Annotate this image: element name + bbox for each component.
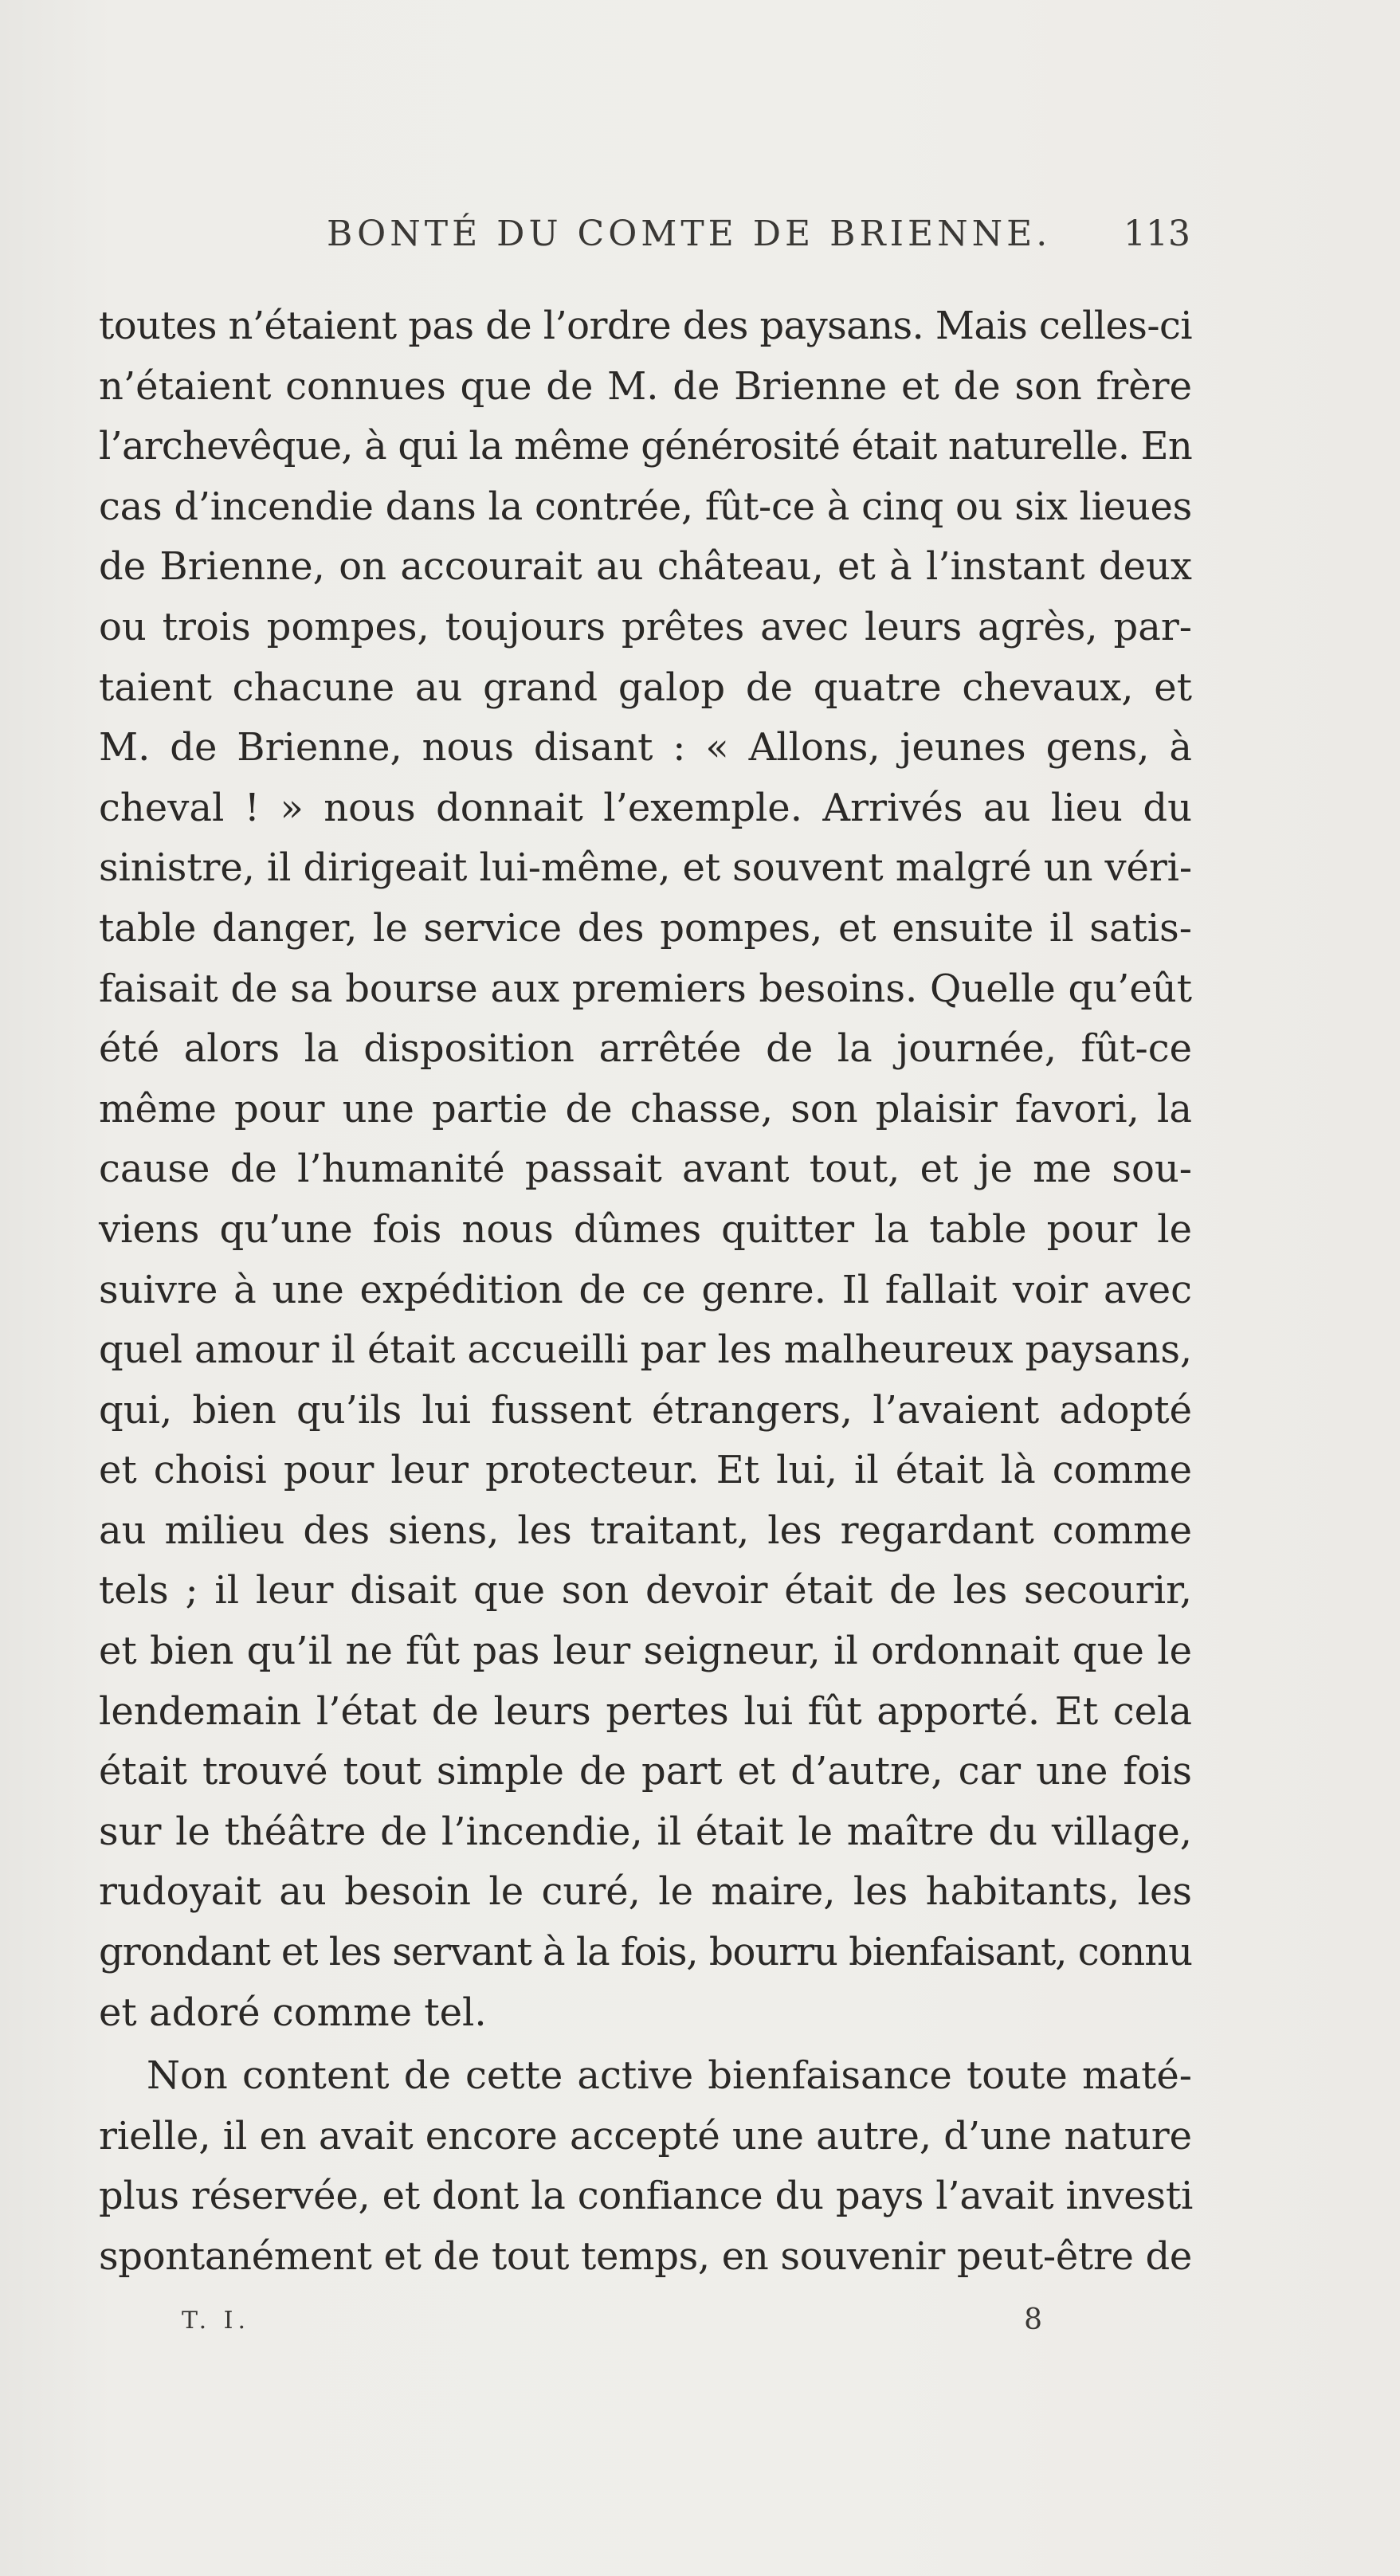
text-line: grondant et les servant à la fois, bourru bienfaisant, connu bbox=[99, 1930, 1193, 1975]
text-line: quel amour il était accueilli par les malheureux paysans, bbox=[99, 1327, 1192, 1373]
text-line: au milieu des siens, les traitant, les regardant comme bbox=[99, 1508, 1192, 1553]
text-line: M. de Brienne, nous disant : « Allons, jeunes gens, à bbox=[99, 725, 1192, 770]
text-line: suivre à une expédition de ce genre. Il fallait voir avec bbox=[99, 1267, 1192, 1312]
text-line: de Brienne, on accourait au château, et à l’instant deux bbox=[99, 544, 1192, 590]
running-head: BONTÉ DU COMTE DE BRIENNE. bbox=[327, 214, 1052, 254]
text-line: été alors la disposition arrêtée de la journée, fût-ce bbox=[99, 1026, 1192, 1072]
paragraph-1 bbox=[99, 296, 1192, 2043]
page-header bbox=[99, 214, 1190, 261]
text-line: et bien qu’il ne fût pas leur seigneur, il ordonnait que le bbox=[99, 1629, 1192, 1674]
text-line: cheval ! » nous donnait l’exemple. Arrivés au lieu du bbox=[99, 785, 1192, 830]
text-line: table danger, le service des pompes, et ensuite il satis- bbox=[99, 905, 1192, 951]
text-line: cas d’incendie dans la contrée, fût-ce à cinq ou six lieues bbox=[99, 484, 1193, 529]
text-line: rielle, il en avait encore accepté une autre, d’une nature bbox=[99, 2113, 1192, 2158]
text-line: ou trois pompes, toujours prêtes avec leurs agrès, par- bbox=[99, 604, 1192, 649]
text-line: sur le théâtre de l’incendie, il était le maître du village, bbox=[99, 1809, 1192, 1854]
text-line: même pour une partie de chasse, son plaisir favori, la bbox=[99, 1086, 1192, 1131]
text-line: sinistre, il dirigeait lui-même, et souvent malgré un véri- bbox=[99, 845, 1193, 891]
text-line: était trouvé tout simple de part et d’autre, car une fois bbox=[99, 1749, 1192, 1794]
text-line: cause de l’humanité passait avant tout, et je me sou- bbox=[99, 1147, 1192, 1192]
text-line: et adoré comme tel. bbox=[99, 1990, 487, 2035]
text-line: n’étaient connues que de M. de Brienne et de son frère bbox=[99, 363, 1192, 409]
text-line: Non content de cette active bienfaisance toute maté- bbox=[147, 2053, 1192, 2099]
text-line: l’archevêque, à qui la même générosité était naturelle. En bbox=[99, 424, 1192, 469]
text-line: qui, bien qu’ils lui fussent étrangers, l’avaient adopté bbox=[99, 1387, 1192, 1433]
page-number: 113 bbox=[1124, 214, 1190, 254]
text-line: rudoyait au besoin le curé, le maire, les habitants, les bbox=[99, 1869, 1192, 1915]
text-line: tels ; il leur disait que son devoir était de les secourir, bbox=[99, 1568, 1192, 1613]
text-line: et choisi pour leur protecteur. Et lui, il était là comme bbox=[99, 1448, 1192, 1493]
text-line: faisait de sa bourse aux premiers besoins. Quelle qu’eût bbox=[99, 966, 1192, 1011]
text-line: spontanément et de tout temps, en souvenir peut-être de bbox=[99, 2234, 1192, 2279]
text-line: toutes n’étaient pas de l’ordre des paysans. Mais celles-ci bbox=[99, 304, 1193, 348]
text-line: viens qu’une fois nous dûmes quitter la table pour le bbox=[99, 1206, 1192, 1252]
page-footer bbox=[182, 2304, 1042, 2347]
paragraph-2 bbox=[99, 2046, 1192, 2287]
volume-signature: T. I. bbox=[182, 2307, 251, 2335]
body-text bbox=[99, 296, 1192, 2288]
text-line: lendemain l’état de leurs pertes lui fût apporté. Et cela bbox=[99, 1688, 1192, 1734]
text-line: taient chacune au grand galop de quatre chevaux, et bbox=[99, 665, 1192, 710]
gathering-signature: 8 bbox=[1024, 2304, 1042, 2336]
text-line: plus réservée, et dont la confiance du pays l’avait investi bbox=[99, 2174, 1194, 2219]
